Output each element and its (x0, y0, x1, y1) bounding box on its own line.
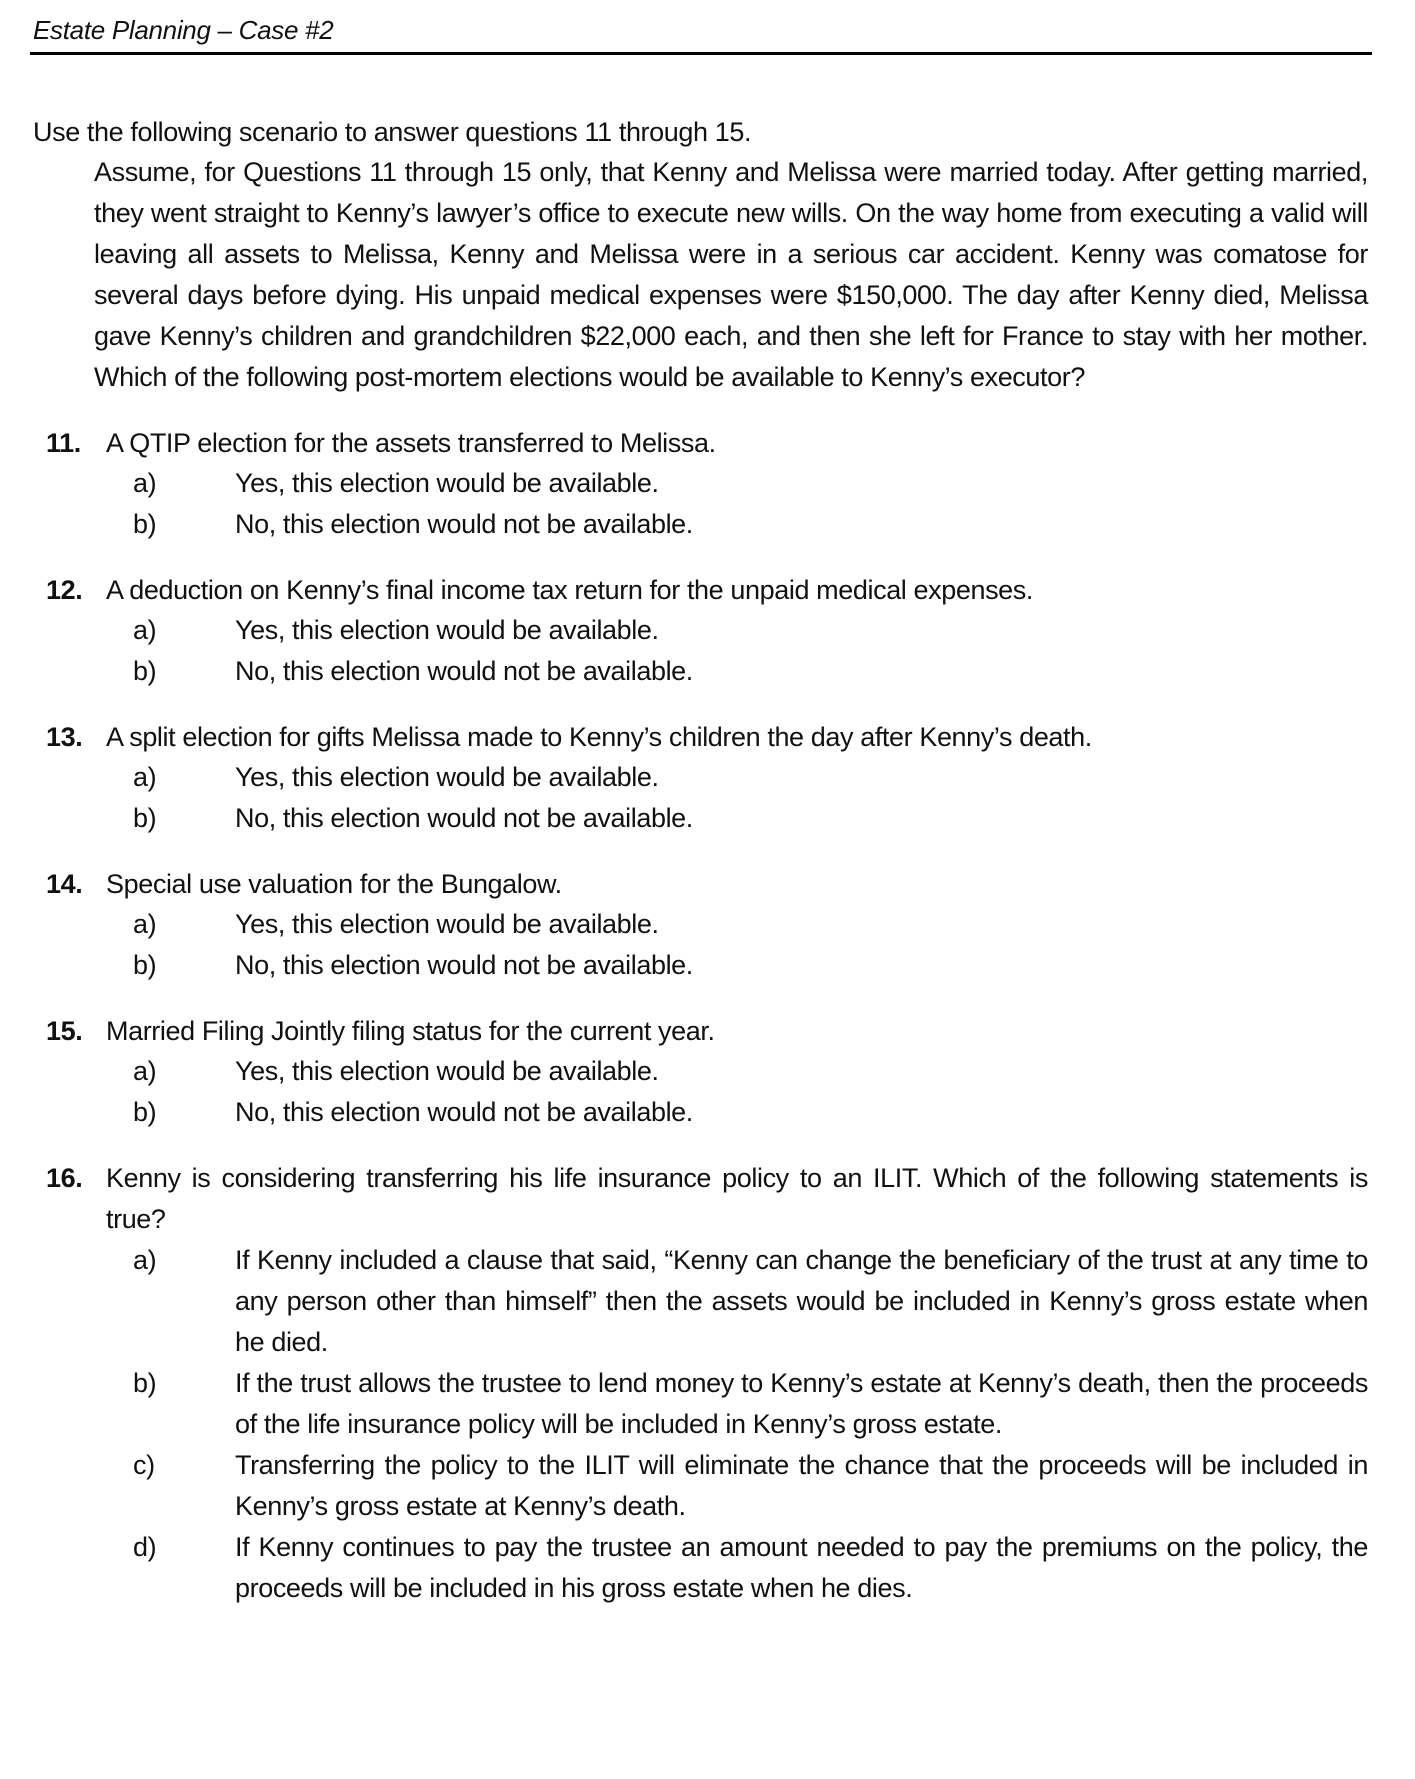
option-text: Yes, this election would be available. (235, 1056, 659, 1086)
option-a (33, 757, 1368, 798)
question-text: Kenny is considering transferring his life insurance policy to an ILIT. Which of the following statements is true? (106, 1163, 1368, 1234)
scenario-intro: Use the following scenario to answer questions 11 through 15. (33, 117, 752, 147)
option-text: No, this election would not be available. (235, 509, 693, 539)
question-text: A split election for gifts Melissa made to Kenny’s children the day after Kenny’s death. (106, 722, 1092, 752)
option-letter: d) (133, 1532, 157, 1562)
option-letter: b) (133, 1368, 157, 1398)
option-b (33, 945, 1368, 986)
option-letter: b) (133, 950, 157, 980)
option-letter: a) (133, 909, 157, 939)
question-text: Married Filing Jointly filing status for the current year. (106, 1016, 715, 1046)
option-text: No, this election would not be available. (235, 950, 693, 980)
question-number: 11. (46, 428, 81, 458)
question-number: 12. (46, 575, 83, 605)
option-letter: b) (133, 803, 157, 833)
option-letter: a) (133, 762, 157, 792)
question-14 (33, 864, 1368, 986)
option-letter: a) (133, 1056, 157, 1086)
question-number: 14. (46, 869, 83, 899)
option-text: No, this election would not be available. (235, 803, 693, 833)
option-text: Yes, this election would be available. (235, 762, 659, 792)
option-d (33, 1527, 1368, 1609)
question-text: A QTIP election for the assets transferred to Melissa. (106, 428, 716, 458)
option-letter: b) (133, 656, 157, 686)
question-15 (33, 1011, 1368, 1133)
question-12 (33, 570, 1368, 692)
option-text: If the trust allows the trustee to lend money to Kenny’s estate at Kenny’s death, then the proceeds of the life insurance policy will be included in Kenny’s gross estate. (235, 1368, 1368, 1439)
question-text: Special use valuation for the Bungalow. (106, 869, 562, 899)
option-a (33, 610, 1368, 651)
option-letter: c) (133, 1450, 155, 1480)
option-text: Yes, this election would be available. (235, 468, 659, 498)
option-text: No, this election would not be available. (235, 656, 693, 686)
question-number: 15. (46, 1016, 83, 1046)
question-16 (33, 1158, 1368, 1609)
document-body (33, 112, 1368, 1609)
question-11 (33, 423, 1368, 545)
option-a (33, 904, 1368, 945)
option-text: Transferring the policy to the ILIT will eliminate the chance that the proceeds will be included in Kenny’s gross estate at Kenny’s death. (235, 1450, 1368, 1521)
option-text: Yes, this election would be available. (235, 909, 659, 939)
option-a (33, 463, 1368, 504)
question-text: A deduction on Kenny’s final income tax return for the unpaid medical expenses. (106, 575, 1033, 605)
option-a (33, 1051, 1368, 1092)
option-b (33, 504, 1368, 545)
question-number: 16. (46, 1163, 83, 1193)
option-letter: a) (133, 615, 157, 645)
option-letter: a) (133, 468, 157, 498)
option-b (33, 1092, 1368, 1133)
option-letter: b) (133, 509, 157, 539)
page-header (30, 14, 1370, 55)
header-rule (30, 52, 1372, 55)
option-letter: a) (133, 1245, 157, 1275)
option-letter: b) (133, 1097, 157, 1127)
header-title: Estate Planning – Case #2 (33, 15, 334, 45)
option-text: No, this election would not be available. (235, 1097, 693, 1127)
option-b (33, 1363, 1368, 1445)
option-text: If Kenny continues to pay the trustee an amount needed to pay the premiums on the policy, the proceeds will be included in his gross estate when he dies. (235, 1532, 1368, 1603)
option-text: Yes, this election would be available. (235, 615, 659, 645)
option-b (33, 651, 1368, 692)
option-b (33, 798, 1368, 839)
question-13 (33, 717, 1368, 839)
option-c (33, 1445, 1368, 1527)
question-number: 13. (46, 722, 83, 752)
option-text: If Kenny included a clause that said, “Kenny can change the beneficiary of the trust at any time to any person other than himself” then the assets would be included in Kenny’s gross estate when he died. (235, 1245, 1368, 1357)
option-a (33, 1240, 1368, 1363)
scenario-text: Assume, for Questions 11 through 15 only, that Kenny and Melissa were married today. After getting married, they went straight to Kenny’s lawyer’s office to execute new wills. On the way home from executing a valid will leaving all assets to Melissa, Kenny and Melissa were in a serious car accident. Kenny was comatose for several days before dying. His unpaid medical expenses were $150,000. The day after Kenny died, Melissa gave Kenny’s children and grandchildren $22,000 each, and then she left for France to stay with her mother. Which of the following post-mortem elections would be available to Kenny’s executor? (94, 157, 1368, 392)
